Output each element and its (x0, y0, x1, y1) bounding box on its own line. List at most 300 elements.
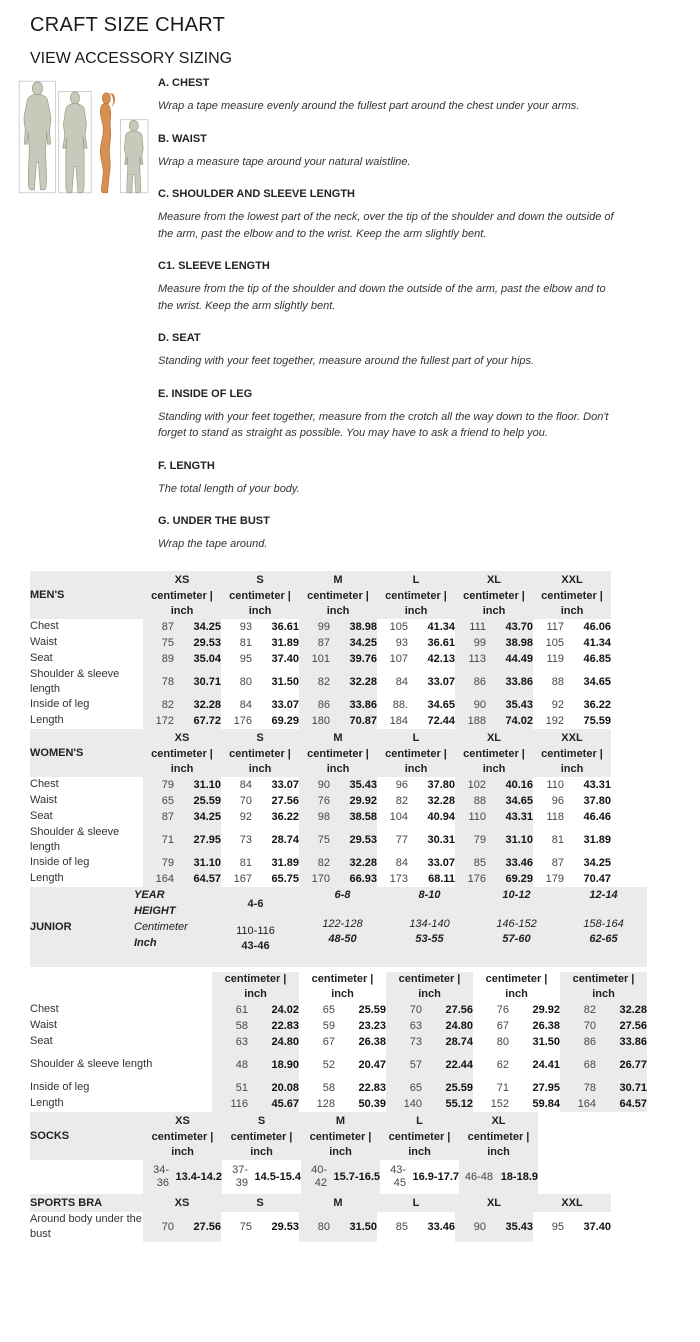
cm-value: 96 (395, 778, 408, 791)
unit-cm-header: centimeter | (299, 747, 377, 762)
cm-value: 48 (235, 1058, 248, 1071)
cm-value: 85 (395, 1220, 408, 1233)
measurement-intro (8, 76, 670, 571)
inch-value: 37.40 (271, 652, 299, 665)
inch-value: 35.43 (505, 1220, 533, 1233)
measure-section (158, 260, 670, 314)
row-label: Shoulder & sleeve length (30, 667, 120, 695)
cm-value: 61 (235, 1003, 248, 1016)
inch-value: 31.10 (193, 856, 221, 869)
inch-value: 31.89 (583, 833, 611, 846)
size-column-header: M (299, 571, 377, 589)
unit-cm-inch-header (386, 972, 473, 1002)
unit-inch-header: inch (221, 604, 299, 619)
inch-value: 26.77 (619, 1058, 647, 1071)
measure-section-description: Wrap a measure tape around your natural waistline. (158, 155, 411, 168)
size-header-row (30, 571, 611, 589)
cm-value: 110 (546, 778, 564, 791)
junior-cm-range: 146-152 (496, 917, 537, 930)
size-column-header: XS (143, 1194, 221, 1212)
cm-value: 37-39 (232, 1163, 248, 1189)
row-label: Seat (30, 1035, 53, 1047)
measure-section-heading: A. CHEST (158, 77, 210, 89)
page-title: CRAFT SIZE CHART (30, 14, 226, 36)
inch-value: 34.65 (505, 794, 533, 807)
row-label: Shoulder & sleeve length (30, 1058, 153, 1070)
cm-value: 65 (409, 1081, 422, 1094)
row-label: Seat (30, 652, 53, 664)
cm-value: 192 (545, 714, 564, 727)
junior-inch-range: 53-55 (415, 932, 444, 945)
inch-value: 33.07 (271, 698, 299, 711)
cm-value: 179 (545, 872, 564, 885)
inch-value: 25.59 (445, 1081, 473, 1094)
man-figure (24, 82, 51, 190)
unit-cm-header: centimeter | (533, 589, 611, 604)
inch-value: 31.50 (532, 1035, 560, 1048)
cm-value: 70 (161, 1220, 174, 1233)
row-label: Inside of leg (30, 856, 90, 868)
unit-inch-header: inch (592, 987, 615, 1000)
inch-value: 13.4-14.2 (175, 1170, 222, 1183)
cm-value: 77 (395, 833, 408, 846)
inch-value: 31.50 (349, 1220, 377, 1233)
cm-value: 93 (239, 620, 252, 633)
size-tables (30, 571, 670, 1242)
body-figures-illustration (8, 76, 150, 571)
table-label: WOMEN'S (30, 729, 143, 777)
unit-inch-header: inch (533, 604, 611, 619)
child-figure (124, 120, 143, 193)
inch-value: 36.22 (583, 698, 611, 711)
inch-value: 32.28 (349, 675, 377, 688)
inch-value: 24.80 (271, 1035, 299, 1048)
cm-value: 52 (322, 1058, 335, 1071)
inch-value: 37.80 (583, 794, 611, 807)
cm-value: 96 (551, 794, 564, 807)
row-label: Inside of leg (30, 698, 90, 710)
size-column-header: L (377, 1194, 455, 1212)
cm-value: 67 (496, 1019, 509, 1032)
cm-value: 89 (161, 652, 174, 665)
cm-value: 84 (395, 675, 408, 688)
unit-cm-header: centimeter | (398, 972, 461, 985)
cm-value: 116 (230, 1097, 248, 1110)
unit-cm-header: centimeter | (221, 589, 299, 604)
junior-size-range: 8-10 (418, 888, 441, 901)
cm-value: 70 (239, 794, 252, 807)
cm-value: 82 (395, 794, 408, 807)
inch-value: 28.74 (445, 1035, 473, 1048)
cm-value: 107 (389, 652, 408, 665)
cm-value: 104 (389, 810, 408, 823)
inch-value: 18-18.9 (500, 1170, 538, 1183)
cm-value: 67 (322, 1035, 335, 1048)
inch-value: 24.41 (532, 1058, 560, 1071)
inch-value: 34.25 (583, 856, 611, 869)
cm-value: 99 (473, 636, 486, 649)
inch-value: 33.07 (427, 675, 455, 688)
cm-value: 110 (468, 810, 486, 823)
inch-value: 27.56 (619, 1019, 647, 1032)
cm-value: 58 (322, 1081, 335, 1094)
cm-value: 180 (311, 714, 330, 727)
measure-section-description: The total length of your body. (158, 482, 300, 495)
inch-value: 39.76 (349, 652, 377, 665)
table-row (30, 777, 611, 793)
inch-value: 14.5-15.4 (254, 1170, 301, 1183)
cm-value: 79 (161, 778, 174, 791)
unit-inch-header: inch (301, 1145, 380, 1160)
measure-section-description: Standing with your feet together, measure from the crotch all the way down to the floor. Don't forget to stand as straight as possible. You may have to ask a friend to help you. (158, 410, 609, 439)
inch-value: 70.47 (583, 872, 611, 885)
cm-value: 95 (551, 1220, 564, 1233)
cm-value: 78 (583, 1081, 596, 1094)
cm-value: 82 (161, 698, 174, 711)
unit-cm-header: centimeter | (459, 1130, 538, 1145)
cm-value: 43-45 (390, 1163, 406, 1189)
cm-value: 59 (322, 1019, 335, 1032)
measure-section (158, 332, 670, 370)
cm-value: 63 (235, 1035, 248, 1048)
meta-height: HEIGHT (134, 904, 176, 917)
inch-value: 46.06 (583, 620, 611, 633)
inch-value: 29.92 (532, 1003, 560, 1016)
cm-value: 99 (317, 620, 330, 633)
unit-inch-header: inch (222, 1145, 301, 1160)
inch-value: 25.59 (193, 794, 221, 807)
measure-section-heading: F. LENGTH (158, 459, 215, 472)
inch-value: 45.67 (271, 1097, 299, 1110)
sports-bra-size-table (30, 1194, 611, 1242)
cm-value: 80 (317, 1220, 330, 1233)
table-label: SPORTS BRA (30, 1194, 143, 1212)
unit-header-row (30, 972, 647, 1002)
unit-cm-header: centimeter | (301, 1130, 380, 1145)
cm-value: 105 (389, 620, 408, 633)
junior-inch-range: 43-46 (241, 939, 270, 952)
cm-value: 40-42 (311, 1163, 327, 1189)
inch-value: 31.10 (505, 833, 533, 846)
measure-section (158, 133, 670, 171)
cm-value: 167 (233, 872, 252, 885)
unit-inch-header: inch (244, 987, 267, 1000)
unit-inch-header: inch (377, 762, 455, 777)
inch-value: 35.04 (193, 652, 221, 665)
cm-value: 75 (239, 1220, 252, 1233)
size-column-header: S (222, 1112, 301, 1130)
measure-section (158, 77, 670, 115)
row-label: Chest (30, 1003, 59, 1015)
inch-value: 30.71 (619, 1081, 647, 1094)
inch-value: 32.28 (349, 856, 377, 869)
cm-value: 70 (409, 1003, 422, 1016)
size-column-header: L (377, 571, 455, 589)
woman-side-figure-highlighted (100, 93, 115, 193)
row-label (30, 1160, 143, 1194)
inch-value: 74.02 (505, 714, 533, 727)
cm-value: 90 (317, 778, 330, 791)
measure-section-heading: D. SEAT (158, 332, 201, 344)
inch-value: 31.10 (193, 778, 221, 791)
measure-section-description: Standing with your feet together, measure around the fullest part of your hips. (158, 355, 535, 367)
cm-value: 82 (317, 856, 330, 869)
inch-value: 36.61 (427, 636, 455, 649)
view-accessory-sizing-link[interactable]: VIEW ACCESSORY SIZING (30, 50, 233, 67)
measure-section-description: Measure from the tip of the shoulder and down the outside of the arm, past the elbow and to the wrist. Keep the arm slightly bent. (158, 283, 606, 312)
cm-value: 172 (155, 714, 174, 727)
size-column-header: L (380, 1112, 459, 1130)
cm-value: 65 (322, 1003, 335, 1016)
row-label: Chest (30, 620, 59, 632)
size-column-header: M (299, 729, 377, 747)
cm-value: 113 (468, 652, 486, 665)
cm-value: 164 (577, 1097, 596, 1110)
junior-size-column-header (212, 887, 299, 967)
inch-value: 65.75 (271, 872, 299, 885)
inch-value: 59.84 (532, 1097, 560, 1110)
cm-value: 173 (389, 872, 408, 885)
size-column-header: S (221, 571, 299, 589)
size-column-header: XL (455, 729, 533, 747)
cm-value: 90 (473, 698, 486, 711)
unit-inch-header: inch (455, 604, 533, 619)
cm-value: 46-48 (464, 1170, 493, 1183)
table-row (30, 1080, 647, 1096)
inch-value: 27.95 (532, 1081, 560, 1094)
table-row (30, 793, 611, 809)
row-label: Shoulder & sleeve length (30, 825, 120, 853)
inch-value: 24.80 (445, 1019, 473, 1032)
cm-value: 73 (239, 833, 252, 846)
junior-cm-range: 122-128 (322, 917, 363, 930)
cm-value: 85 (473, 856, 486, 869)
inch-value: 22.44 (445, 1058, 473, 1071)
inch-value: 30.31 (427, 833, 455, 846)
meta-year: YEAR (134, 888, 165, 901)
cm-value: 87 (317, 636, 330, 649)
inch-value: 26.38 (358, 1035, 386, 1048)
measure-section-heading: C1. SLEEVE LENGTH (158, 260, 270, 272)
unit-cm-header: centimeter | (533, 747, 611, 762)
cm-value: 86 (473, 675, 486, 688)
inch-value: 36.61 (271, 620, 299, 633)
inch-value: 28.74 (271, 833, 299, 846)
unit-cm-inch-header (560, 972, 647, 1002)
cm-value: 188 (467, 714, 486, 727)
inch-value: 20.47 (358, 1058, 386, 1071)
inch-value: 32.28 (427, 794, 455, 807)
inch-value: 70.87 (349, 714, 377, 727)
junior-cm-range: 158-164 (583, 917, 624, 930)
cm-value: 76 (496, 1003, 509, 1016)
size-column-header: XS (143, 571, 221, 589)
row-label: Length (30, 1097, 64, 1109)
unit-inch-header: inch (418, 987, 441, 1000)
measure-section (158, 515, 670, 553)
inch-value: 55.12 (445, 1097, 473, 1110)
inch-value: 46.46 (583, 810, 611, 823)
unit-inch-header: inch (143, 604, 221, 619)
unit-cm-inch-header (212, 972, 299, 1002)
cm-value: 51 (235, 1081, 248, 1094)
unit-cm-header: centimeter | (455, 747, 533, 762)
unit-cm-header: centimeter | (224, 972, 287, 985)
inch-value: 38.58 (349, 810, 377, 823)
cm-value: 88. (392, 698, 408, 711)
cm-value: 73 (409, 1035, 422, 1048)
cm-value: 87 (161, 810, 174, 823)
inch-value: 46.85 (583, 652, 611, 665)
cm-value: 58 (235, 1019, 248, 1032)
table-row (30, 871, 611, 887)
inch-value: 34.25 (193, 810, 221, 823)
inch-value: 40.94 (427, 810, 455, 823)
inch-value: 38.98 (505, 636, 533, 649)
cm-value: 98 (317, 810, 330, 823)
measure-section (158, 388, 670, 442)
measure-section-heading: B. WAIST (158, 132, 207, 145)
table-row (30, 1050, 647, 1080)
cm-value: 86 (317, 698, 330, 711)
inch-value: 66.93 (349, 872, 377, 885)
cm-value: 170 (311, 872, 330, 885)
cm-value: 80 (239, 675, 252, 688)
unit-cm-header: centimeter | (380, 1130, 459, 1145)
table-row (30, 1212, 611, 1242)
cm-value: 76 (317, 794, 330, 807)
unit-cm-inch-header (299, 972, 386, 1002)
inch-value: 40.16 (505, 778, 533, 791)
inch-value: 43.31 (505, 810, 533, 823)
inch-value: 37.40 (583, 1220, 611, 1233)
measurement-guide (150, 76, 670, 571)
cm-value: 78 (161, 675, 174, 688)
table-label: MEN'S (30, 571, 143, 619)
inch-value: 15.7-16.5 (333, 1170, 380, 1183)
cm-value: 80 (496, 1035, 509, 1048)
cm-value: 118 (546, 810, 564, 823)
row-label: Length (30, 714, 64, 726)
inch-value: 22.83 (358, 1081, 386, 1094)
table-row (30, 651, 611, 667)
inch-value: 42.13 (427, 652, 455, 665)
measure-section-description: Measure from the lowest part of the neck, over the tip of the shoulder and down the outside of the arm, past the elbow and to the wrist. Keep the arm slightly bent. (158, 211, 614, 240)
unit-inch-header: inch (377, 604, 455, 619)
unit-cm-header: centimeter | (221, 747, 299, 762)
cm-value: 184 (389, 714, 408, 727)
meta-inch: Inch (134, 936, 157, 949)
table-row (30, 1096, 647, 1112)
cm-value: 79 (161, 856, 174, 869)
measure-section-heading: G. UNDER THE BUST (158, 515, 270, 527)
unit-inch-header: inch (299, 762, 377, 777)
inch-value: 64.57 (193, 872, 221, 885)
unit-cm-header: centimeter | (299, 589, 377, 604)
junior-size-column-header (299, 887, 386, 967)
measure-section-heading: C. SHOULDER AND SLEEVE LENGTH (158, 188, 355, 200)
inch-value: 72.44 (427, 714, 455, 727)
inch-value: 75.59 (583, 714, 611, 727)
junior-inch-range: 48-50 (328, 932, 357, 945)
year-height-meta (134, 887, 212, 967)
cm-value: 71 (496, 1081, 509, 1094)
inch-value: 43.70 (505, 620, 533, 633)
cm-value: 75 (161, 636, 174, 649)
junior-size-column-header (560, 887, 647, 967)
table-row (30, 619, 611, 635)
junior-size-column-header (386, 887, 473, 967)
cm-value: 176 (467, 872, 486, 885)
unit-inch-header: inch (331, 987, 354, 1000)
inch-value: 33.86 (619, 1035, 647, 1048)
cm-value: 176 (233, 714, 252, 727)
row-label: Waist (30, 794, 58, 806)
size-column-header: XXL (533, 1194, 611, 1212)
size-column-header: XXL (533, 729, 611, 747)
cm-value: 95 (239, 652, 252, 665)
cm-value: 81 (551, 833, 564, 846)
unit-inch-header: inch (143, 762, 221, 777)
table-row (30, 825, 611, 855)
cm-value: 164 (155, 872, 174, 885)
cm-value: 117 (546, 620, 564, 633)
inch-value: 34.25 (193, 620, 221, 633)
cm-value: 57 (409, 1058, 422, 1071)
table-row (30, 713, 611, 729)
unit-inch-header: inch (459, 1145, 538, 1160)
row-label: Chest (30, 778, 59, 790)
inch-value: 43.31 (583, 778, 611, 791)
measure-section (158, 460, 670, 498)
unit-inch-header: inch (455, 762, 533, 777)
inch-value: 27.56 (193, 1220, 221, 1233)
row-label: Waist (30, 636, 58, 648)
cm-value: 63 (409, 1019, 422, 1032)
inch-value: 31.50 (271, 675, 299, 688)
size-column-header: M (301, 1112, 380, 1130)
inch-value: 24.02 (271, 1003, 299, 1016)
junior-size-range: 4-6 (247, 897, 264, 910)
cm-value: 84 (239, 778, 252, 791)
inch-value: 22.83 (271, 1019, 299, 1032)
inch-value: 34.25 (349, 636, 377, 649)
inch-value: 32.28 (619, 1003, 647, 1016)
inch-value: 29.53 (349, 833, 377, 846)
inch-value: 34.65 (583, 675, 611, 688)
row-label: Waist (30, 1019, 58, 1031)
cm-value: 87 (161, 620, 174, 633)
cm-value: 75 (317, 833, 330, 846)
cm-value: 81 (239, 636, 252, 649)
size-column-header: S (221, 1194, 299, 1212)
junior-cm-range: 110-116 (236, 924, 275, 937)
inch-value: 29.92 (349, 794, 377, 807)
inch-value: 35.43 (505, 698, 533, 711)
inch-value: 33.46 (427, 1220, 455, 1233)
inch-value: 30.71 (193, 675, 221, 688)
inch-value: 26.38 (532, 1019, 560, 1032)
size-column-header: XL (459, 1112, 538, 1130)
measure-section-description: Wrap a tape measure evenly around the fullest part around the chest under your arms. (158, 100, 580, 112)
table-row (30, 667, 611, 697)
size-header-row (30, 1194, 611, 1212)
table-row (30, 1160, 538, 1194)
cm-value: 105 (545, 636, 564, 649)
inch-value: 29.53 (271, 1220, 299, 1233)
junior-size-range: 12-14 (589, 888, 618, 901)
inch-value: 38.98 (349, 620, 377, 633)
